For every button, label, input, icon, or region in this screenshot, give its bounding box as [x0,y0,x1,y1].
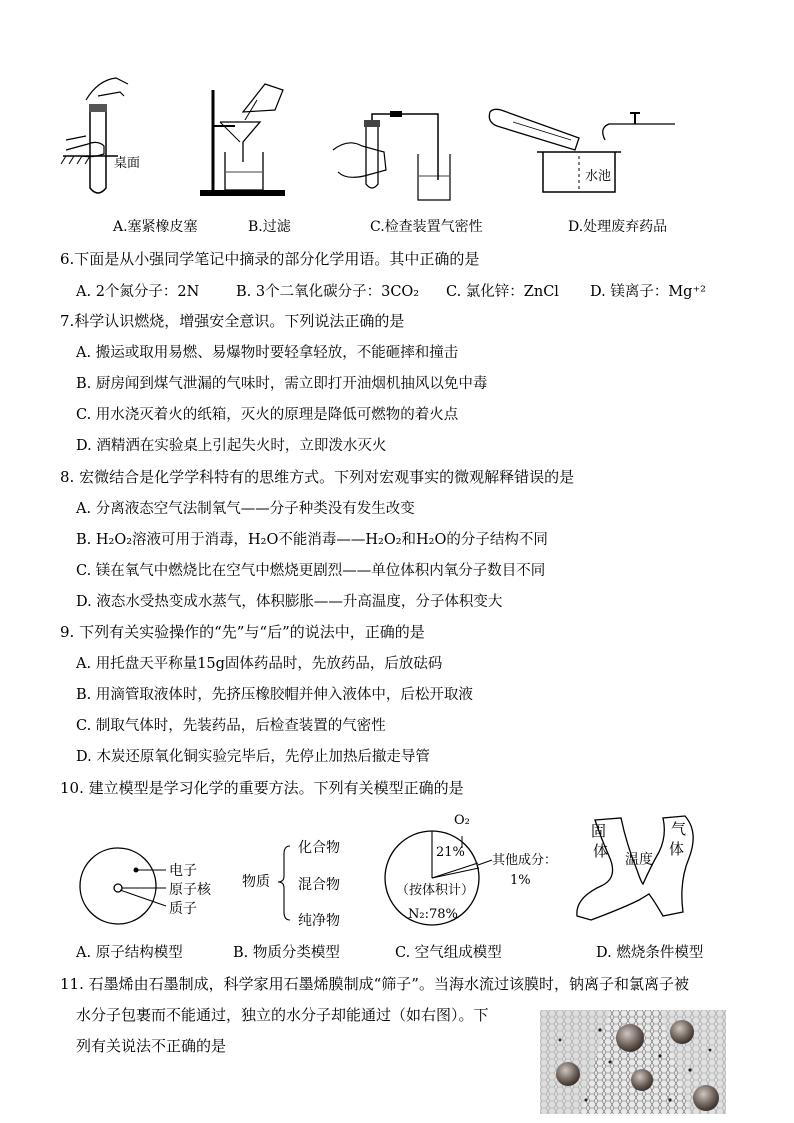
classification-compound: 化合物 [298,840,340,856]
q9-option-c: C. 制取气体时，先装药品，后检查装置的气密性 [76,718,386,734]
air-other-percent: 1% [510,873,531,888]
atom-nucleus-label: 原子核 [169,882,211,898]
model-caption-d: D. 燃烧条件模型 [596,945,704,961]
question-9-stem: 9. 下列有关实验操作的“先”与“后”的说法中，正确的是 [60,623,425,641]
air-composition-model [382,808,572,933]
combustion-solid-1: 固 [591,822,607,840]
air-o2-label: O₂ [454,813,470,828]
combustion-model [573,812,713,924]
question-10-stem: 10. 建立模型是学习化学的重要方法。下列有关模型正确的是 [60,779,464,797]
q9-option-a: A. 用托盘天平称量15g固体药品时，先放药品，后放砝码 [76,656,443,672]
air-n2-label: N₂:78% [408,907,458,922]
figure-airtightness [328,110,458,205]
desk-label: 桌面 [114,156,141,171]
question-7-stem: 7.科学认识燃烧，增强安全意识。下列说法正确的是 [60,312,405,330]
q8-option-a: A. 分离液态空气法制氧气——分子种类没有发生改变 [76,501,415,517]
classification-root: 物质 [242,874,270,890]
q6-option-a: A. 2个氮分子：2N [76,284,200,300]
atom-electron-label: 电子 [169,863,197,879]
classification-model [238,832,358,932]
q7-option-d: D. 酒精洒在实验桌上引起失火时，立即泼水灭火 [76,438,387,454]
graphene-membrane-image [540,1010,726,1114]
caption-d: D.处理废弃药品 [568,219,668,235]
q8-option-c: C. 镁在氧气中燃烧比在空气中燃烧更剧烈——单位体积内氧分子数目不同 [76,563,546,579]
combustion-gas-2: 体 [669,840,685,858]
air-o2-percent: 21% [436,845,465,860]
combustion-solid-2: 体 [593,842,609,860]
classification-mixture: 混合物 [298,877,340,893]
figure-waste-disposal [485,100,685,200]
caption-b: B.过滤 [248,219,291,235]
q7-option-b: B. 厨房闻到煤气泄漏的气味时，需立即打开油烟机抽风以免中毒 [76,376,488,392]
model-caption-b: B. 物质分类模型 [233,945,340,961]
figure-rubber-stopper [58,70,168,200]
q9-option-b: B. 用滴管取液体时，先挤压橡胶帽并伸入液体中，后松开取液 [76,687,473,703]
combustion-temp: 温度 [625,852,653,868]
model-caption-c: C. 空气组成模型 [395,945,502,961]
combustion-gas-1: 气 [671,820,687,838]
model-caption-a: A. 原子结构模型 [76,945,183,961]
atom-proton-label: 质子 [169,901,197,917]
question-6-stem: 6.下面是从小强同学笔记中摘录的部分化学用语。其中正确的是 [60,250,480,268]
q7-option-a: A. 搬运或取用易燃、易爆物时要轻拿轻放，不能砸摔和撞击 [76,345,459,361]
q8-option-b: B. H₂O₂溶液可用于消毒，H₂O不能消毒——H₂O₂和H₂O的分子结构不同 [76,532,548,548]
pool-label: 水池 [585,169,612,184]
q9-option-d: D. 木炭还原氧化铜实验完毕后，先停止加热后撤走导管 [76,749,430,765]
air-other-label: 其他成分： [492,853,558,868]
q6-option-b: B. 3个二氧化碳分子：3CO₂ [236,284,420,300]
q6-option-c: C. 氯化锌：ZnCl [446,284,559,300]
q7-option-c: C. 用水浇灭着火的纸箱，灭火的原理是降低可燃物的着火点 [76,407,459,423]
atom-model [76,840,246,930]
classification-pure: 纯净物 [298,913,340,929]
q8-option-d: D. 液态水受热变成水蒸气，体积膨胀——升高温度，分子体积变大 [76,594,503,610]
question-11-line-1: 11. 石墨烯由石墨制成，科学家用石墨烯膜制成“筛子”。当海水流过该膜时，钠离子和氯离子被 [60,975,689,993]
figure-filtration [195,80,305,200]
air-volume-note: （按体积计） [396,883,475,898]
question-11-line-2: 水分子包裹而不能通过，独立的水分子却能通过（如右图）。下 [76,1006,489,1024]
q6-option-d: D. 镁离子：Mg⁺² [590,284,706,300]
caption-c: C.检查装置气密性 [370,219,483,235]
caption-a: A.塞紧橡皮塞 [113,219,198,235]
question-11-line-3: 列有关说法不正确的是 [76,1037,227,1055]
question-8-stem: 8. 宏微结合是化学学科特有的思维方式。下列对宏观事实的微观解释错误的是 [60,468,575,486]
